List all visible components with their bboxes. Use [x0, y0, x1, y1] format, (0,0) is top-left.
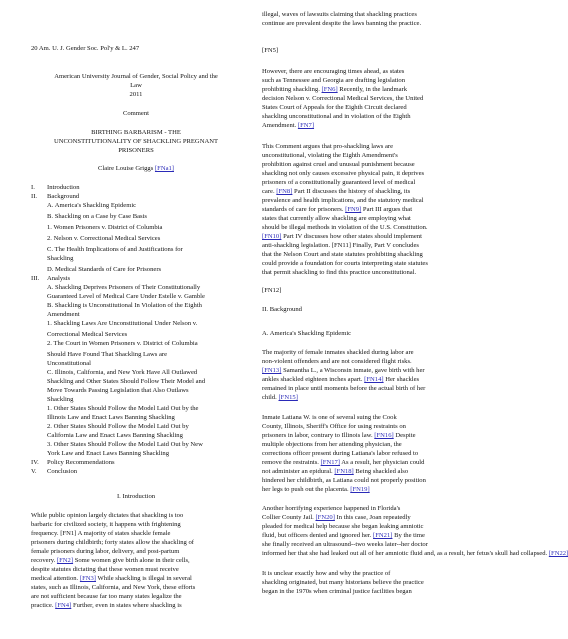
toc-item: 1. Women Prisoners v. District of Columbia — [47, 224, 163, 231]
toc-item: Correctional Medical Services — [47, 331, 128, 338]
footnote-link-5[interactable]: [FN5] — [262, 47, 279, 54]
toc-item: C. Illinois, California, and New York Have All Outlawed — [47, 369, 198, 376]
toc-item: Conclusion — [47, 468, 78, 475]
footnote-link-21[interactable]: [FN21] — [373, 532, 393, 539]
toc-item: Illinois Law and Enact Laws Banning Shackling — [47, 414, 175, 421]
toc-item: 1. Shackling Laws Are Unconstitutional Under Nelson v. — [47, 320, 198, 327]
toc-item: Guaranteed Level of Medical Care Under Estelle v. Gamble — [47, 293, 205, 300]
footnote-link-4[interactable]: [FN4] — [55, 602, 72, 609]
toc-item: Introduction — [47, 184, 80, 191]
footnote-link-3[interactable]: [FN3] — [79, 575, 97, 582]
toc-item: 2. Nelson v. Correctional Medical Services — [47, 235, 161, 242]
toc-item: B. Shackling is Unconstitutional In Violation of the Eighth — [47, 302, 202, 309]
footnote-link-16[interactable]: [FN16] — [374, 432, 394, 439]
toc-item: Unconstitutional — [47, 360, 91, 367]
journal-name-line2: Law — [130, 82, 142, 89]
toc-item: Shackling — [47, 396, 74, 403]
toc-item: A. America's Shackling Epidemic — [47, 202, 137, 209]
toc-item: 2. Other States Should Follow the Model Laid Out by — [47, 423, 189, 430]
toc-item: A. Shackling Deprives Prisoners of Their Constitutionally — [47, 284, 201, 291]
subsection-heading-epidemic: A. America's Shackling Epidemic — [262, 330, 352, 337]
author: Claire Louise Griggs [FNa1] — [97, 165, 174, 172]
footnote-link-17[interactable]: [FN17] — [320, 459, 341, 466]
toc-item: Move Towards Passing Legislation that Also Outlaws — [47, 387, 189, 394]
footnote-link-2[interactable]: [FN2] — [56, 557, 74, 564]
footnote-link-22[interactable]: [FN22] — [548, 550, 568, 557]
footnote-link-10[interactable]: [FN10] — [262, 233, 282, 240]
footnote-link-14[interactable]: [FN14] — [364, 376, 384, 383]
toc-item: 1. Other States Should Follow the Model Laid Out by the — [47, 405, 199, 412]
article-type: Comment — [122, 110, 149, 117]
citation: 20 Am. U. J. Gender Soc. Pol'y & L. 247 — [31, 45, 140, 52]
section-heading-introduction: I. Introduction — [116, 493, 156, 500]
title-line2: UNCONSTITUTIONALITY OF SHACKLING PREGNANT — [53, 138, 219, 145]
section-heading-background: II. Background — [262, 306, 302, 313]
toc-item: D. Medical Standards of Care for Prisoners — [47, 266, 162, 273]
toc-item: Analysis — [47, 275, 71, 282]
footnote-link-12[interactable]: [FN12] — [262, 287, 282, 294]
title-line1: BIRTHING BARBARISM - THE — [91, 129, 181, 136]
toc-item: York Law and Enact Laws Banning Shackling — [47, 450, 170, 457]
toc-item: Policy Recommendations — [47, 459, 115, 466]
journal-name-line1: American University Journal of Gender, Social Policy and the — [54, 73, 218, 80]
title-line3: PRISONERS — [118, 147, 154, 154]
footnote-link-13[interactable]: [FN13] — [262, 367, 282, 374]
footnote-link-8[interactable]: [FN8] — [276, 188, 293, 195]
footnote-link-a1[interactable]: [FNa1] — [154, 165, 174, 172]
footnote-link-7[interactable]: [FN7] — [297, 122, 315, 129]
toc-item: B. Shackling on a Case by Case Basis — [47, 213, 147, 220]
toc-item: 2. The Court in Women Prisoners v. District of Columbia — [47, 340, 198, 347]
toc-item: Should Have Found That Shackling Laws are — [47, 351, 168, 358]
footnote-link-19[interactable]: [FN19] — [350, 486, 370, 493]
toc-item: Amendment — [47, 311, 80, 318]
year: 2011 — [129, 91, 143, 98]
toc-item: Shackling and Other States Should Follow Their Model and — [47, 378, 206, 385]
toc-item: 3. Other States Should Follow the Model Laid Out by New — [47, 441, 203, 448]
toc-item: Shackling — [47, 255, 74, 262]
footnote-link-6[interactable]: [FN6] — [321, 86, 338, 93]
footnote-link-9[interactable]: [FN9] — [345, 206, 362, 213]
footnote-link-15[interactable]: [FN15] — [278, 394, 298, 401]
toc-item: California Law and Enact Laws Banning Shackling — [47, 432, 183, 439]
footnote-link-20[interactable]: [FN20] — [315, 514, 335, 521]
toc-item: Background — [47, 193, 80, 200]
document-page: 20 Am. U. J. Gender Soc. Pol'y & L. 247 American University Journal of Gender, Social Policy and the Law 2011 Comment BIRTHING BARBARISM - THE UNCONSTITUTIONALITY OF SHACKLING PREGNANT PRISONERS Claire Louise Griggs [FNa1] I. Introduction II. Background A. America's Shackling Epidemic B. Shackling on a Case by Case Basis 1. Women Prisoners v. District of Columbia 2. Nelson v. Correctional Medical Services C. The Health Implications of and Justifications for Shackling D. Medical Standards of Care for Prisoners III. Analysis A. Shackling Deprives Prisoners of Their Constitutionally Guaranteed Level of Medical Care Under Estelle v. Gamble B. Shackling is Unconstitutional In Violation of the Eighth Amendment 1. Shackling Laws Are Unconstitutional Under Nelson v. Correctional Medical Services 2. The Court in Women Prisoners v. District of Columbia Should Have Found That Shackling Laws are Unconstitutional C. Illinois, California, and New York Have All Outlawed Shackling and Other States Should Follow Their Model and Move Towards Passing Legislation that Also Outlaws Shackling 1. Other States Should Follow the Model Laid Out by the Illinois Law and Enact Laws Banning Shackling 2. Other States Should Follow the Model Laid Out by California Law and Enact Laws Banning Shackling 3. Other States Should Follow the Model Laid Out by New York Law and Enact Laws Banning Shackling IV. Policy Recommendations V. Conclusion I. Introduction While public opinion largely dictates that shackling is too barbaric for civilized society, it happens with frightening frequency. [FN1] A majority of states shackle female prisoners during childbirth; forty states allow the shackling of female prisoners during labor, delivery, and post-partum recovery. [FN2] Some women give birth alone in their cells, despite statutes dictating that these women must receive medical attention. [FN3] While shackling is illegal in several states, such as Illinois, California, and New York, these efforts are not sufficient because far too many states legalize the practice. [FN4] Further, even in states where shackling is illegal, waves of lawsuits claiming that shackling practices continue are prevalent despite the laws banning the practice. [FN5] However, there are encouraging times ahead, as states such as Tennessee and Georgia are drafting legislation prohibiting shackling. [FN6] Recently, in the landmark decision Nelson v. Correctional Medical Services, the United States Court of Appeals for the Eighth Circuit declared shackling unconstitutional and in violation of the Eighth Amendment. [FN7] This Comment argues that pro-shackling laws are unconstitutional, violating the Eighth Amendment's prohibition against cruel and unusual punishment because shackling not only causes excessive physical pain, it deprives prisoners of a constitutionally guaranteed level of medical care. [FN8] Part II discusses the history of shackling, its prevalence and health implications, and the statutory medical standards of care for prisoners. [FN9] Part III argues that states that currently allow shackling are employing what should be illegal methods in violation of the U.S. Constitution. [FN10] Part IV discusses how other states should implement anti-shackling legislation. [FN11] Finally, Part V concludes that the Nelson Court and state statutes prohibiting shackling could provide a foundation for courts interpreting state statutes that permit shackling to find this practice unconstitutional. [FN12] II. Background A. America's Shackling Epidemic The majority of female inmates shackled during labor are non-violent offenders and are not considered flight risks. [FN13] Samantha L., a Wisconsin inmate, gave birth with her ankles shackled eighteen inches apart. [FN14] Her shackles remained in place until moments before the actual birth of her child. [FN15] Inmate Latiana W. is one of several suing the Cook County, Illinois, Sheriff's Office for using restraints on prisoners in labor, contrary to Illinois law. [FN16] Despite multiple objections from her attending physician, the corrections officer present during Latiana's labor refused to remove the restraints. [FN17] As a result, her physician could not administer an epidural. [FN18] Being shackled also hindered her childbirth, as Latiana could not properly position her legs to push out the placenta. [FN19] Another horrifying experience happened in Florida's Collier County Jail. [FN20] In this case, Joan repeatedly pleaded for medical help because she began leaking amniotic fluid, but officers denied and ignored her. [FN21] By the time she finally received an ultrasound--two weeks later--her doctor informed her that she had leaked out all of her amniotic fluid and, as a result, her fetus's skull had collapsed. [FN22] It is unclear exactly how and why the practice of shackling originated, but many historians believe the practice began in the 1970s when criminal justice facilities began — [31, 11, 568, 609]
toc-item: C. The Health Implications of and Justifications for — [47, 246, 183, 253]
footnote-link-18[interactable]: [FN18] — [334, 468, 354, 475]
